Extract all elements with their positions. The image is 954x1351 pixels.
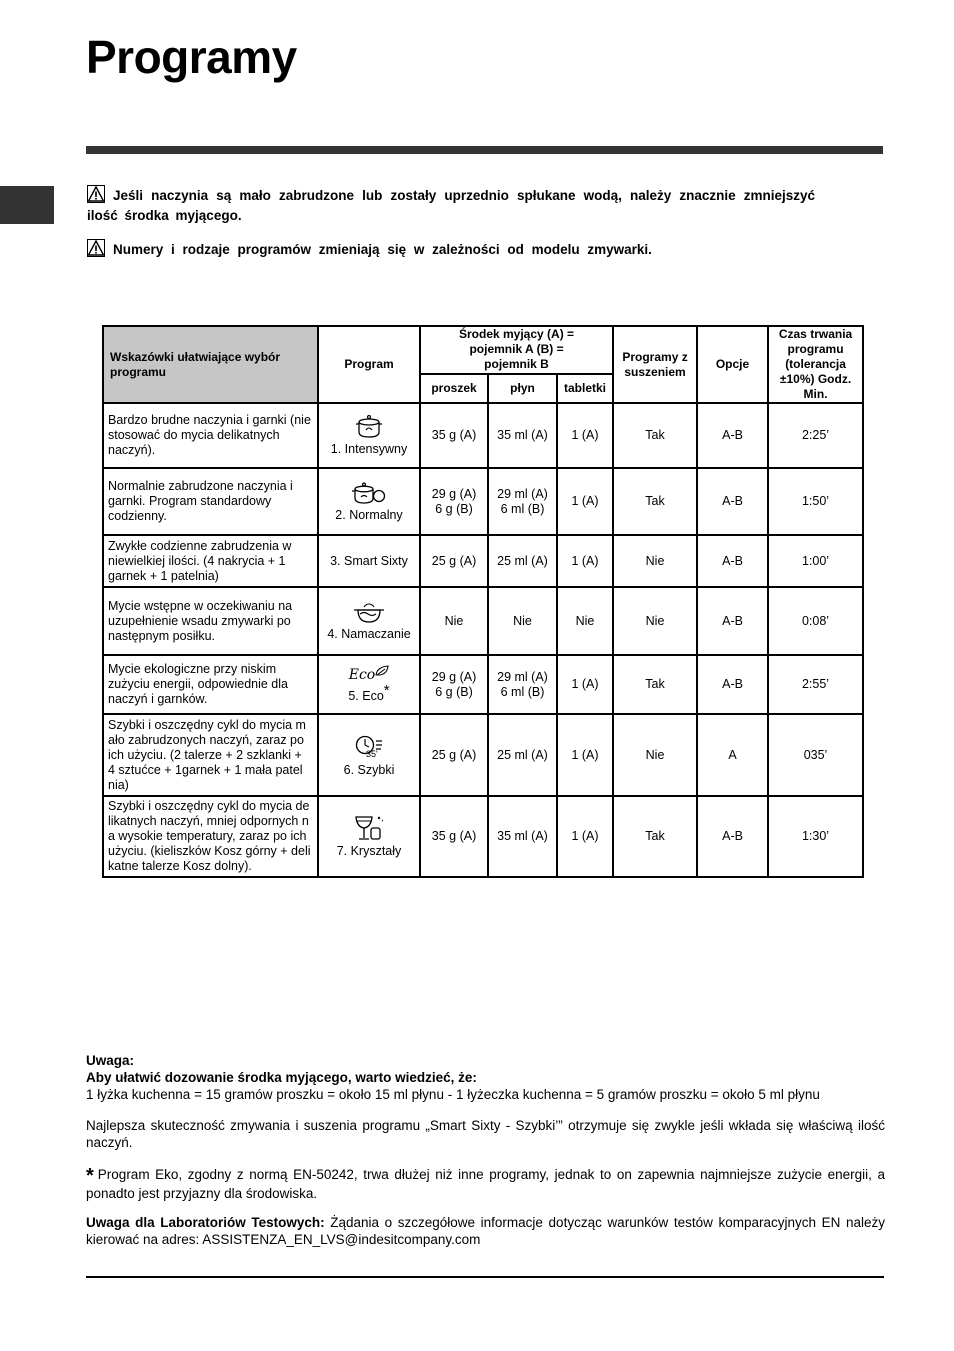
row-options: A-B [697, 796, 768, 877]
table-row [103, 714, 863, 796]
row-duration: 2:25’ [768, 403, 863, 468]
pot-icon [354, 414, 384, 440]
header-drying: Programy z suszeniem [613, 326, 697, 403]
glass-icon [352, 814, 386, 842]
row-description: Mycie ekologiczne przy niskim zużyciu energii, odpowiednie dla naczyń i garnków. [103, 655, 318, 714]
notes-eco [86, 1166, 885, 1202]
table-row [103, 587, 863, 655]
row-options: A-B [697, 468, 768, 535]
row-tablets: 1 (A) [557, 714, 613, 796]
soak-icon [352, 601, 386, 625]
row-drying: Nie [613, 714, 697, 796]
program-name: 2. Normalny [335, 508, 403, 522]
row-drying: Tak [613, 403, 697, 468]
programs-table [102, 325, 864, 878]
header-liquid: płyn [488, 374, 557, 403]
row-description: Bardzo brudne naczynia i garnki (nie stosować do mycia delikatnych naczyń). [103, 403, 318, 468]
row-drying: Tak [613, 796, 697, 877]
warning-2-text: Numery i rodzaje programów zmieniają się w zależności od modelu zmywarki. [113, 242, 652, 257]
row-powder: 25 g (A) [420, 535, 488, 587]
notes-dosage: 1 łyżka kuchenna = 15 gramów proszku = około 15 ml płynu - 1 łyżeczka kuchenna = 5 gramów proszku = około 5 ml płynu [86, 1087, 820, 1102]
row-program [318, 655, 420, 714]
row-tablets: 1 (A) [557, 535, 613, 587]
row-powder: 35 g (A) [420, 796, 488, 877]
row-tablets: 1 (A) [557, 468, 613, 535]
row-options: A [697, 714, 768, 796]
row-liquid: 35 ml (A) [488, 403, 557, 468]
program-name: 1. Intensywny [330, 442, 408, 456]
row-options: A-B [697, 587, 768, 655]
pot-cup-icon [351, 480, 387, 506]
row-description: Zwykłe codzienne zabrudzenia w niewielkiej ilości. (4 nakrycia + 1 garnek + 1 patelnia) [103, 535, 318, 587]
table-row [103, 796, 863, 877]
row-program [318, 796, 420, 877]
row-program [318, 587, 420, 655]
row-liquid: 25 ml (A) [488, 714, 557, 796]
row-liquid: 25 ml (A) [488, 535, 557, 587]
row-duration: 1:50’ [768, 468, 863, 535]
row-powder: 35 g (A) [420, 403, 488, 468]
program-name: 7. Kryształy [336, 844, 402, 858]
row-duration: 0:08’ [768, 587, 863, 655]
warning-1-text: Jeśli naczynia są mało zabrudzone lub zostały uprzednio spłukane wodą, należy znacznie zmniejszyć ilość środka myjącego. [87, 188, 815, 223]
row-program [318, 535, 420, 587]
row-liquid: 35 ml (A) [488, 796, 557, 877]
row-liquid: Nie [488, 587, 557, 655]
row-options: A-B [697, 535, 768, 587]
row-description: Mycie wstępne w oczekiwaniu na uzupełnienie wsadu zmywarki po następnym posiłku. [103, 587, 318, 655]
table-row [103, 403, 863, 468]
row-liquid: 29 ml (A) 6 ml (B) [488, 655, 557, 714]
eco-icon: Eco [323, 665, 415, 683]
program-name: 4. Namaczanie [327, 626, 411, 641]
header-options: Opcje [697, 326, 768, 403]
notes-section [86, 1052, 885, 1248]
table-row [103, 535, 863, 587]
table-row [103, 468, 863, 535]
row-duration: 2:55’ [768, 655, 863, 714]
header-hints: Wskazówki ułatwiające wybór programu [103, 326, 318, 403]
row-tablets: 1 (A) [557, 796, 613, 877]
row-powder: 29 g (A) 6 g (B) [420, 655, 488, 714]
row-drying: Nie [613, 535, 697, 587]
notes-subtitle: Aby ułatwić dozowanie środka myjącego, warto wiedzieć, że: [86, 1070, 477, 1085]
row-program [318, 468, 420, 535]
fast-clock-icon: 35' [354, 733, 384, 761]
row-description: Szybki i oszczędny cykl do mycia mało zabrudzonych naczyń, zaraz po ich użyciu. (2 talerze + 2 szklanki + 4 sztućce + 1garnek + 1 mała patelnia) [103, 714, 318, 796]
row-liquid: 29 ml (A) 6 ml (B) [488, 468, 557, 535]
notes-best-results: Najlepsza skuteczność zmywania i suszenia programu „Smart Sixty - Szybki’” otrzymuje się zwykle jeśli wkłada się właściwą ilość naczyń. [86, 1118, 885, 1150]
notes-eco-text: Program Eko, zgodny z normą EN-50242, trwa dłużej niż inne programy, jednak to on zapewnia najmniejsze zużycie energii, a ponadto jest przyjazny dla środowiska. [86, 1167, 885, 1201]
header-powder: proszek [420, 374, 488, 403]
row-drying: Nie [613, 587, 697, 655]
header-program: Program [318, 326, 420, 403]
row-drying: Tak [613, 468, 697, 535]
header-duration: Czas trwania programu (tolerancja ±10%) Godz. Min. [768, 326, 863, 403]
warning-1 [87, 185, 815, 226]
row-description: Szybki i oszczędny cykl do mycia delikatnych naczyń, mniej odpornych na wysokie temperatury, zaraz po ich użyciu. (kieliszków Kosz górny + delikatne talerze Kosz dolny). [103, 796, 318, 877]
title-rule [86, 146, 883, 154]
page-title: Programy [86, 31, 297, 83]
row-description: Normalnie zabrudzone naczynia i garnki. Program standardowy codzienny. [103, 468, 318, 535]
row-duration: 1:30’ [768, 796, 863, 877]
row-powder: 29 g (A) 6 g (B) [420, 468, 488, 535]
notes-lab [86, 1214, 885, 1248]
warning-icon [87, 239, 105, 257]
row-duration: 035’ [768, 714, 863, 796]
row-program [318, 403, 420, 468]
program-name: 3. Smart Sixty [330, 553, 408, 568]
row-powder: 25 g (A) [420, 714, 488, 796]
row-powder: Nie [420, 587, 488, 655]
row-tablets: 1 (A) [557, 655, 613, 714]
asterisk-mark: * [86, 1165, 94, 1187]
row-program [318, 714, 420, 796]
notes-lab-title: Uwaga dla Laboratoriów Testowych: [86, 1215, 325, 1230]
row-drying: Tak [613, 655, 697, 714]
table-row [103, 655, 863, 714]
header-tablets: tabletki [557, 374, 613, 403]
bottom-rule [86, 1276, 884, 1278]
notes-title: Uwaga: [86, 1053, 135, 1068]
row-tablets: Nie [557, 587, 613, 655]
row-tablets: 1 (A) [557, 403, 613, 468]
warning-icon [87, 185, 105, 203]
side-tab [0, 186, 54, 224]
row-duration: 1:00’ [768, 535, 863, 587]
program-name: 6. Szybki [343, 762, 395, 777]
row-options: A-B [697, 655, 768, 714]
header-detergent: Środek myjący (A) = pojemnik A (B) = pojemnik B [420, 326, 613, 374]
program-name: 5. Eco* [348, 681, 390, 704]
warning-2 [87, 239, 815, 260]
row-options: A-B [697, 403, 768, 468]
notes-lab-text: Żądania o szczegółowe informacje dotycząc warunków testów komparacyjnych EN należy kierować na adres: ASSISTENZA_EN_LVS@indesitcompany.com [86, 1215, 885, 1247]
